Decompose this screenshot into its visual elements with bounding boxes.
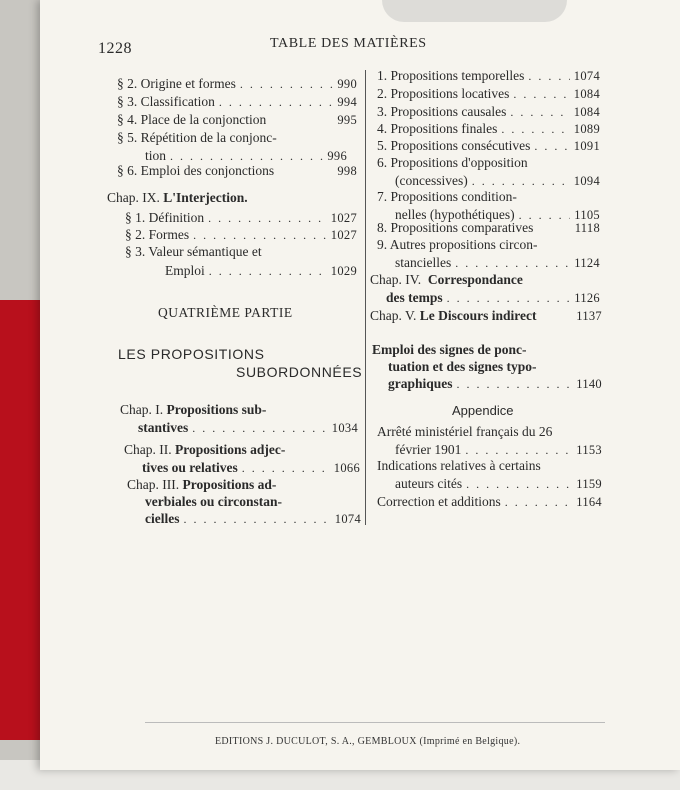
appendice-entry bbox=[377, 458, 602, 492]
toc-entry bbox=[377, 138, 600, 154]
dot-leader bbox=[466, 476, 572, 492]
dot-leader bbox=[472, 173, 570, 189]
chapter-page: 1066 bbox=[333, 461, 360, 475]
dot-leader bbox=[192, 420, 328, 436]
chapter-title-continuation: des temps bbox=[386, 290, 443, 305]
toc-entry bbox=[125, 210, 357, 226]
chapter-title-continuation: cielles bbox=[145, 511, 180, 526]
dot-leader bbox=[528, 68, 569, 84]
chapter-title: Le Discours indirect bbox=[419, 308, 537, 323]
toc-entry-label: § 6. Emploi des conjonctions bbox=[117, 163, 275, 178]
chapter-title: L'Interjection. bbox=[163, 190, 248, 205]
appendice-title: Appendice bbox=[452, 403, 514, 418]
appendice-label-continuation: février 1901 bbox=[395, 442, 462, 457]
toc-entry bbox=[377, 220, 600, 236]
toc-entry-label: 9. Autres propositions circon- bbox=[377, 237, 538, 252]
dot-leader bbox=[457, 376, 573, 392]
dot-leader bbox=[534, 138, 569, 154]
toc-entry-page: 1105 bbox=[574, 208, 600, 222]
toc-entry bbox=[125, 244, 357, 279]
toc-entry-label: § 4. Place de la conjonction bbox=[117, 112, 267, 127]
toc-entry-page: 990 bbox=[337, 77, 357, 91]
toc-entry-continuation: nelles (hypothétiques) bbox=[395, 207, 515, 222]
dot-leader bbox=[170, 148, 323, 164]
chapter-heading bbox=[107, 190, 347, 206]
appendice-label: Correction et additions bbox=[377, 494, 501, 509]
chapter-title: Propositions sub- bbox=[166, 402, 267, 417]
publisher-footer: EDITIONS J. DUCULOT, S. A., GEMBLOUX (Imprimé en Belgique). bbox=[215, 736, 521, 747]
toc-entry-label: 8. Propositions comparatives bbox=[377, 220, 534, 235]
toc-entry-page: 996 bbox=[327, 149, 347, 163]
toc-entry bbox=[377, 121, 600, 137]
appendice-label: Arrêté ministériel français du 26 bbox=[377, 424, 553, 439]
appendice-entry bbox=[377, 494, 602, 510]
appendice-page: 1153 bbox=[576, 443, 602, 457]
toc-entry-page: 1118 bbox=[574, 221, 600, 235]
chapter-page: 1126 bbox=[574, 291, 600, 305]
toc-entry-page: 1094 bbox=[573, 174, 600, 188]
chapter-entry bbox=[127, 477, 361, 527]
chapter-title-continuation: tives ou relatives bbox=[142, 460, 238, 475]
chapter-prefix: Chap. IX. bbox=[107, 190, 160, 205]
dot-leader bbox=[513, 86, 569, 102]
signes-entry bbox=[372, 342, 602, 392]
signes-title: Emploi des signes de ponc- bbox=[372, 342, 527, 357]
dot-leader bbox=[455, 255, 570, 271]
toc-entry-continuation: stancielles bbox=[395, 255, 452, 270]
column-divider bbox=[365, 70, 366, 525]
toc-entry bbox=[125, 227, 357, 243]
footer-rule bbox=[145, 722, 605, 723]
toc-entry-page: 1027 bbox=[330, 228, 357, 242]
toc-entry bbox=[377, 237, 600, 271]
chapter-title: Propositions ad- bbox=[182, 477, 277, 492]
toc-entry-page: 1074 bbox=[573, 69, 600, 83]
chapter-entry bbox=[120, 402, 358, 436]
toc-entry-label: 4. Propositions finales bbox=[377, 121, 498, 136]
toc-entry-label: § 1. Définition bbox=[125, 210, 205, 225]
appendice-label-continuation: auteurs cités bbox=[395, 476, 463, 491]
chapter-title-continuation: verbiales ou circonstan- bbox=[145, 494, 282, 509]
toc-entry-label: 5. Propositions consécutives bbox=[377, 138, 531, 153]
toc-entry-label: § 2. Formes bbox=[125, 227, 190, 242]
chapter-prefix: Chap. IV. bbox=[370, 272, 422, 287]
toc-entry bbox=[117, 112, 357, 128]
chapter-title: Correspondance bbox=[427, 272, 523, 287]
chapter-prefix: Chap. I. bbox=[120, 402, 164, 417]
toc-entry-label: 3. Propositions causales bbox=[377, 104, 507, 119]
dot-leader bbox=[242, 460, 330, 476]
toc-entry-label: 1. Propositions temporelles bbox=[377, 68, 525, 83]
toc-entry-label: § 3. Valeur sémantique et bbox=[125, 244, 262, 259]
dot-leader bbox=[447, 290, 571, 306]
appendice-entry bbox=[377, 424, 602, 458]
part-subtitle: LES PROPOSITIONS bbox=[118, 346, 265, 362]
toc-entry-label: 6. Propositions d'opposition bbox=[377, 155, 528, 170]
toc-entry-label: § 5. Répétition de la conjonc- bbox=[117, 130, 277, 145]
part-title: QUATRIÈME PARTIE bbox=[158, 305, 293, 320]
signes-title-continuation: tuation et des signes typo- bbox=[388, 359, 537, 374]
toc-entry bbox=[377, 68, 600, 84]
chapter-page: 1137 bbox=[576, 309, 602, 323]
toc-entry bbox=[117, 76, 357, 92]
toc-entry-label: 2. Propositions locatives bbox=[377, 86, 510, 101]
appendice-label: Indications relatives à certains bbox=[377, 458, 541, 473]
chapter-title-continuation: stantives bbox=[138, 420, 189, 435]
toc-entry bbox=[377, 155, 600, 189]
chapter-entry bbox=[124, 442, 360, 476]
part-subtitle: SUBORDONNÉES bbox=[236, 364, 363, 380]
toc-entry-page: 1124 bbox=[574, 256, 600, 270]
dot-leader bbox=[193, 227, 327, 243]
toc-entry-page: 1029 bbox=[330, 264, 357, 278]
chapter-prefix: Chap. II. bbox=[124, 442, 172, 457]
dot-leader bbox=[209, 263, 327, 279]
signes-page: 1140 bbox=[576, 377, 602, 391]
toc-entry bbox=[377, 189, 600, 223]
dot-leader bbox=[465, 442, 572, 458]
dot-leader bbox=[183, 511, 330, 527]
toc-entry bbox=[117, 94, 357, 110]
appendice-page: 1159 bbox=[576, 477, 602, 491]
chapter-entry bbox=[370, 308, 602, 324]
chapter-entry bbox=[370, 272, 600, 306]
toc-entry-page: 998 bbox=[337, 164, 357, 178]
dot-leader bbox=[219, 94, 333, 110]
toc-entry-page: 1084 bbox=[573, 87, 600, 101]
chapter-page: 1034 bbox=[331, 421, 358, 435]
page-tab bbox=[382, 0, 567, 22]
dot-leader bbox=[505, 494, 573, 510]
toc-entry-page: 995 bbox=[337, 113, 357, 127]
toc-entry-page: 1084 bbox=[573, 105, 600, 119]
chapter-prefix: Chap. III. bbox=[127, 477, 180, 492]
toc-entry-label: § 2. Origine et formes bbox=[117, 76, 236, 91]
book-page bbox=[40, 0, 680, 770]
toc-entry-page: 1089 bbox=[573, 122, 600, 136]
toc-entry bbox=[377, 86, 600, 102]
dot-leader bbox=[510, 104, 569, 120]
dot-leader bbox=[240, 76, 334, 92]
toc-entry-page: 1091 bbox=[573, 139, 600, 153]
chapter-title: Propositions adjec- bbox=[175, 442, 286, 457]
chapter-prefix: Chap. V. bbox=[370, 308, 417, 323]
dot-leader bbox=[501, 121, 569, 137]
toc-entry-label: § 3. Classification bbox=[117, 94, 215, 109]
toc-entry-page: 994 bbox=[337, 95, 357, 109]
toc-entry-continuation: (concessives) bbox=[395, 173, 468, 188]
signes-title-continuation: graphiques bbox=[388, 376, 453, 391]
toc-entry-continuation: tion bbox=[145, 148, 167, 163]
toc-entry bbox=[117, 163, 357, 179]
chapter-page: 1074 bbox=[334, 512, 361, 526]
toc-entry bbox=[117, 130, 347, 164]
toc-entry bbox=[377, 104, 600, 120]
dot-leader bbox=[208, 210, 327, 226]
page-number: 1228 bbox=[98, 40, 132, 57]
toc-entry-continuation: Emploi bbox=[165, 263, 205, 278]
toc-entry-label: 7. Propositions condition- bbox=[377, 189, 517, 204]
appendice-page: 1164 bbox=[576, 495, 602, 509]
toc-entry-page: 1027 bbox=[330, 211, 357, 225]
running-head: TABLE DES MATIÈRES bbox=[270, 36, 427, 51]
